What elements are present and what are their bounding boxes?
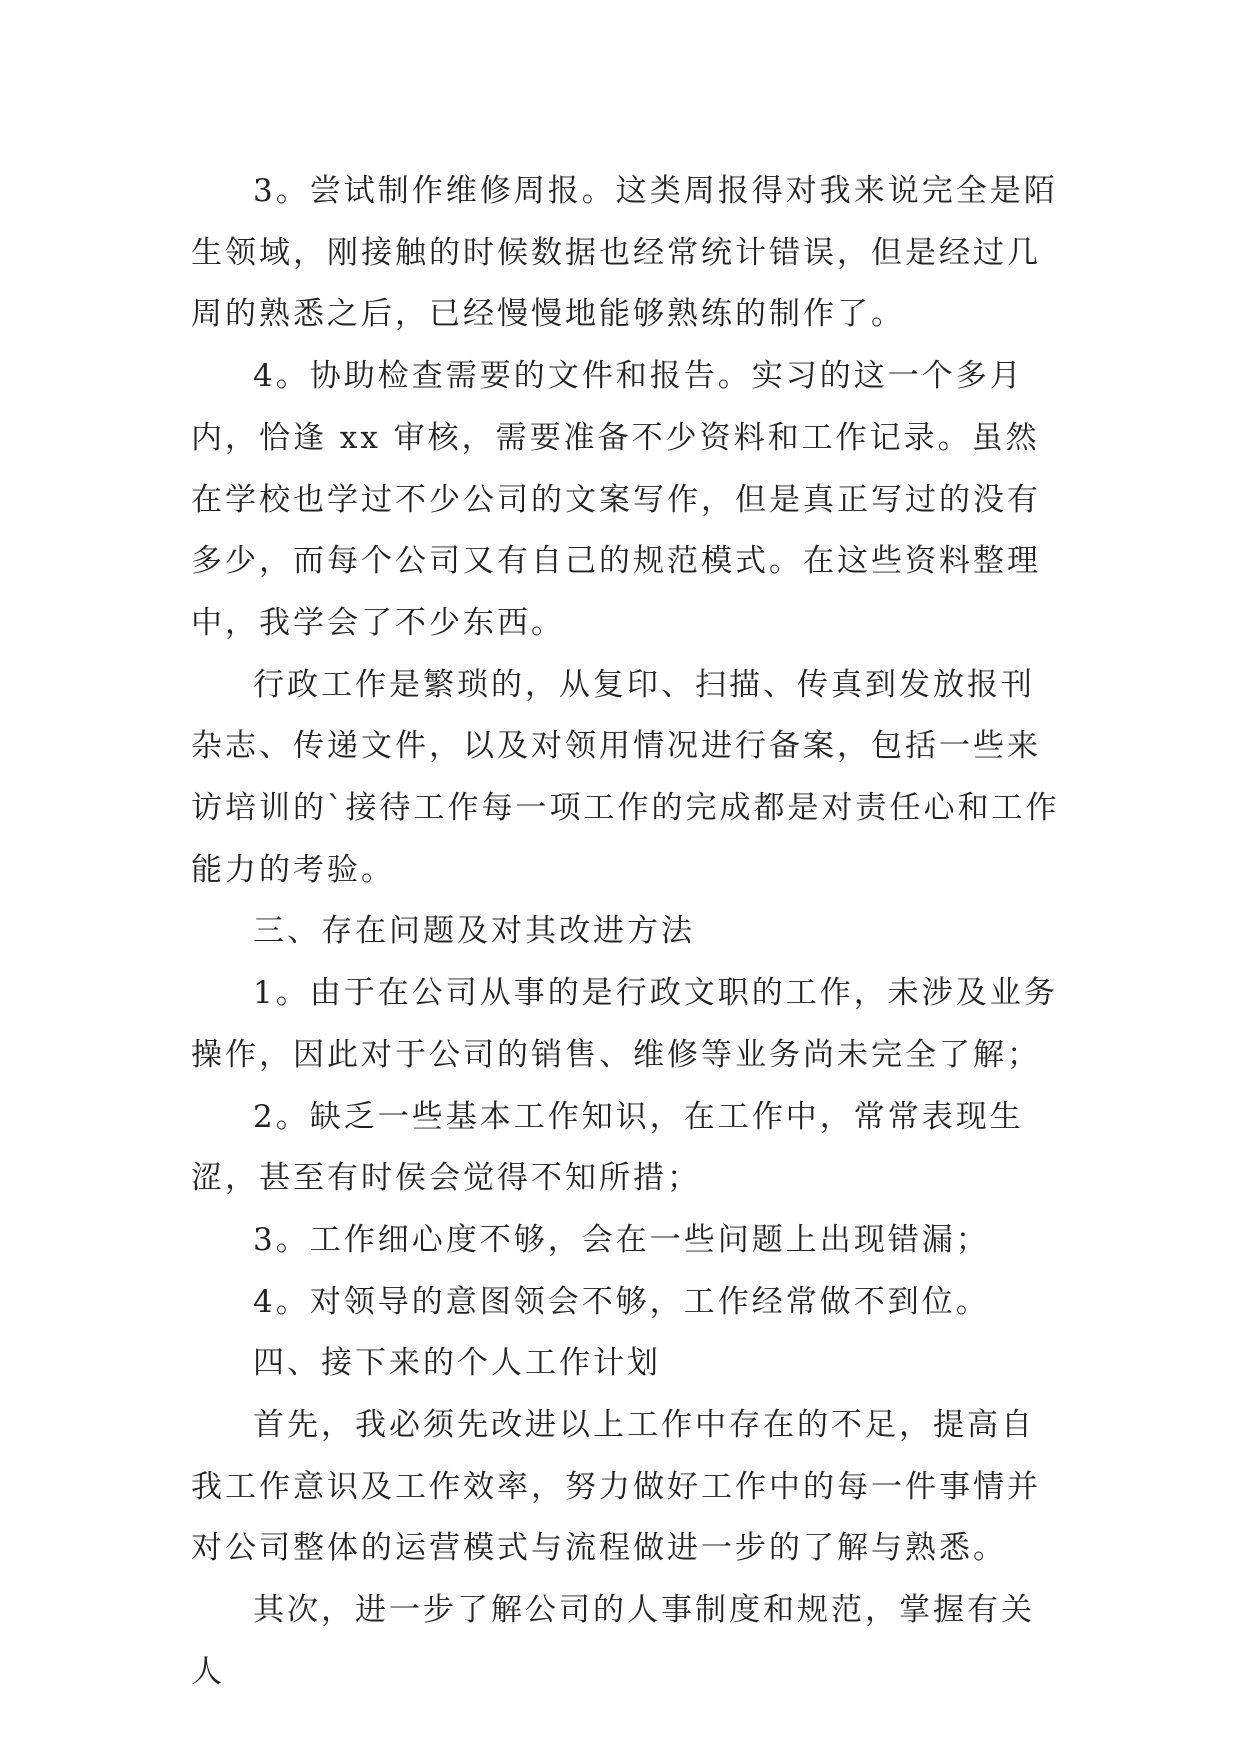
plan-paragraph-second: 其次，进一步了解公司的人事制度和规范，掌握有关人: [191, 1592, 1035, 1690]
problem-item-4: 4。对领导的意图领会不够，工作经常做不到位。: [253, 1283, 990, 1320]
problem-item-2: 2。缺乏一些基本工作知识，在工作中，常常表现生涩，甚至有时侯会觉得不知所措；: [191, 1098, 1024, 1197]
section-heading-plan: 四、接下来的个人工作计划: [253, 1345, 661, 1382]
problem-item-1: 1。由于在公司从事的是行政文职的工作，未涉及业务操作，因此对于公司的销售、维修等业务尚未完全了解；: [191, 975, 1058, 1073]
plan-paragraph-first: 首先，我必须先改进以上工作中存在的不足，提高自我工作意识及工作效率，努力做好工作中的每一件事情并对公司整体的运营模式与流程做进一步的了解与熟悉。: [191, 1407, 1041, 1567]
problem-item-3: 3。工作细心度不够，会在一些问题上出现错漏；: [253, 1221, 990, 1258]
paragraph-item-4: 4。协助检查需要的文件和报告。实习的这一个多月内，恰逢 xx 审核，需要准备不少资料和工作记录。虽然在学校也学过不少公司的文案写作，但是真正写过的没有多少，而每个公司又有自己的规范模式。在这些资料整理中，我学会了不少东西。: [191, 358, 1041, 641]
paragraph-admin-work: 行政工作是繁琐的，从复印、扫描、传真到发放报刊杂志、传递文件，以及对领用情况进行备案，包括一些来访培训的`接待工作每一项工作的完成都是对责任心和工作能力的考验。: [191, 666, 1060, 888]
document-body: [191, 161, 1061, 1704]
section-heading-problems: 三、存在问题及对其改进方法: [253, 913, 695, 950]
paragraph-item-3: 3。尝试制作维修周报。这类周报得对我来说完全是陌生领域，刚接触的时候数据也经常统计错误，但是经过几周的熟悉之后，已经慢慢地能够熟练的制作了。: [191, 173, 1058, 333]
